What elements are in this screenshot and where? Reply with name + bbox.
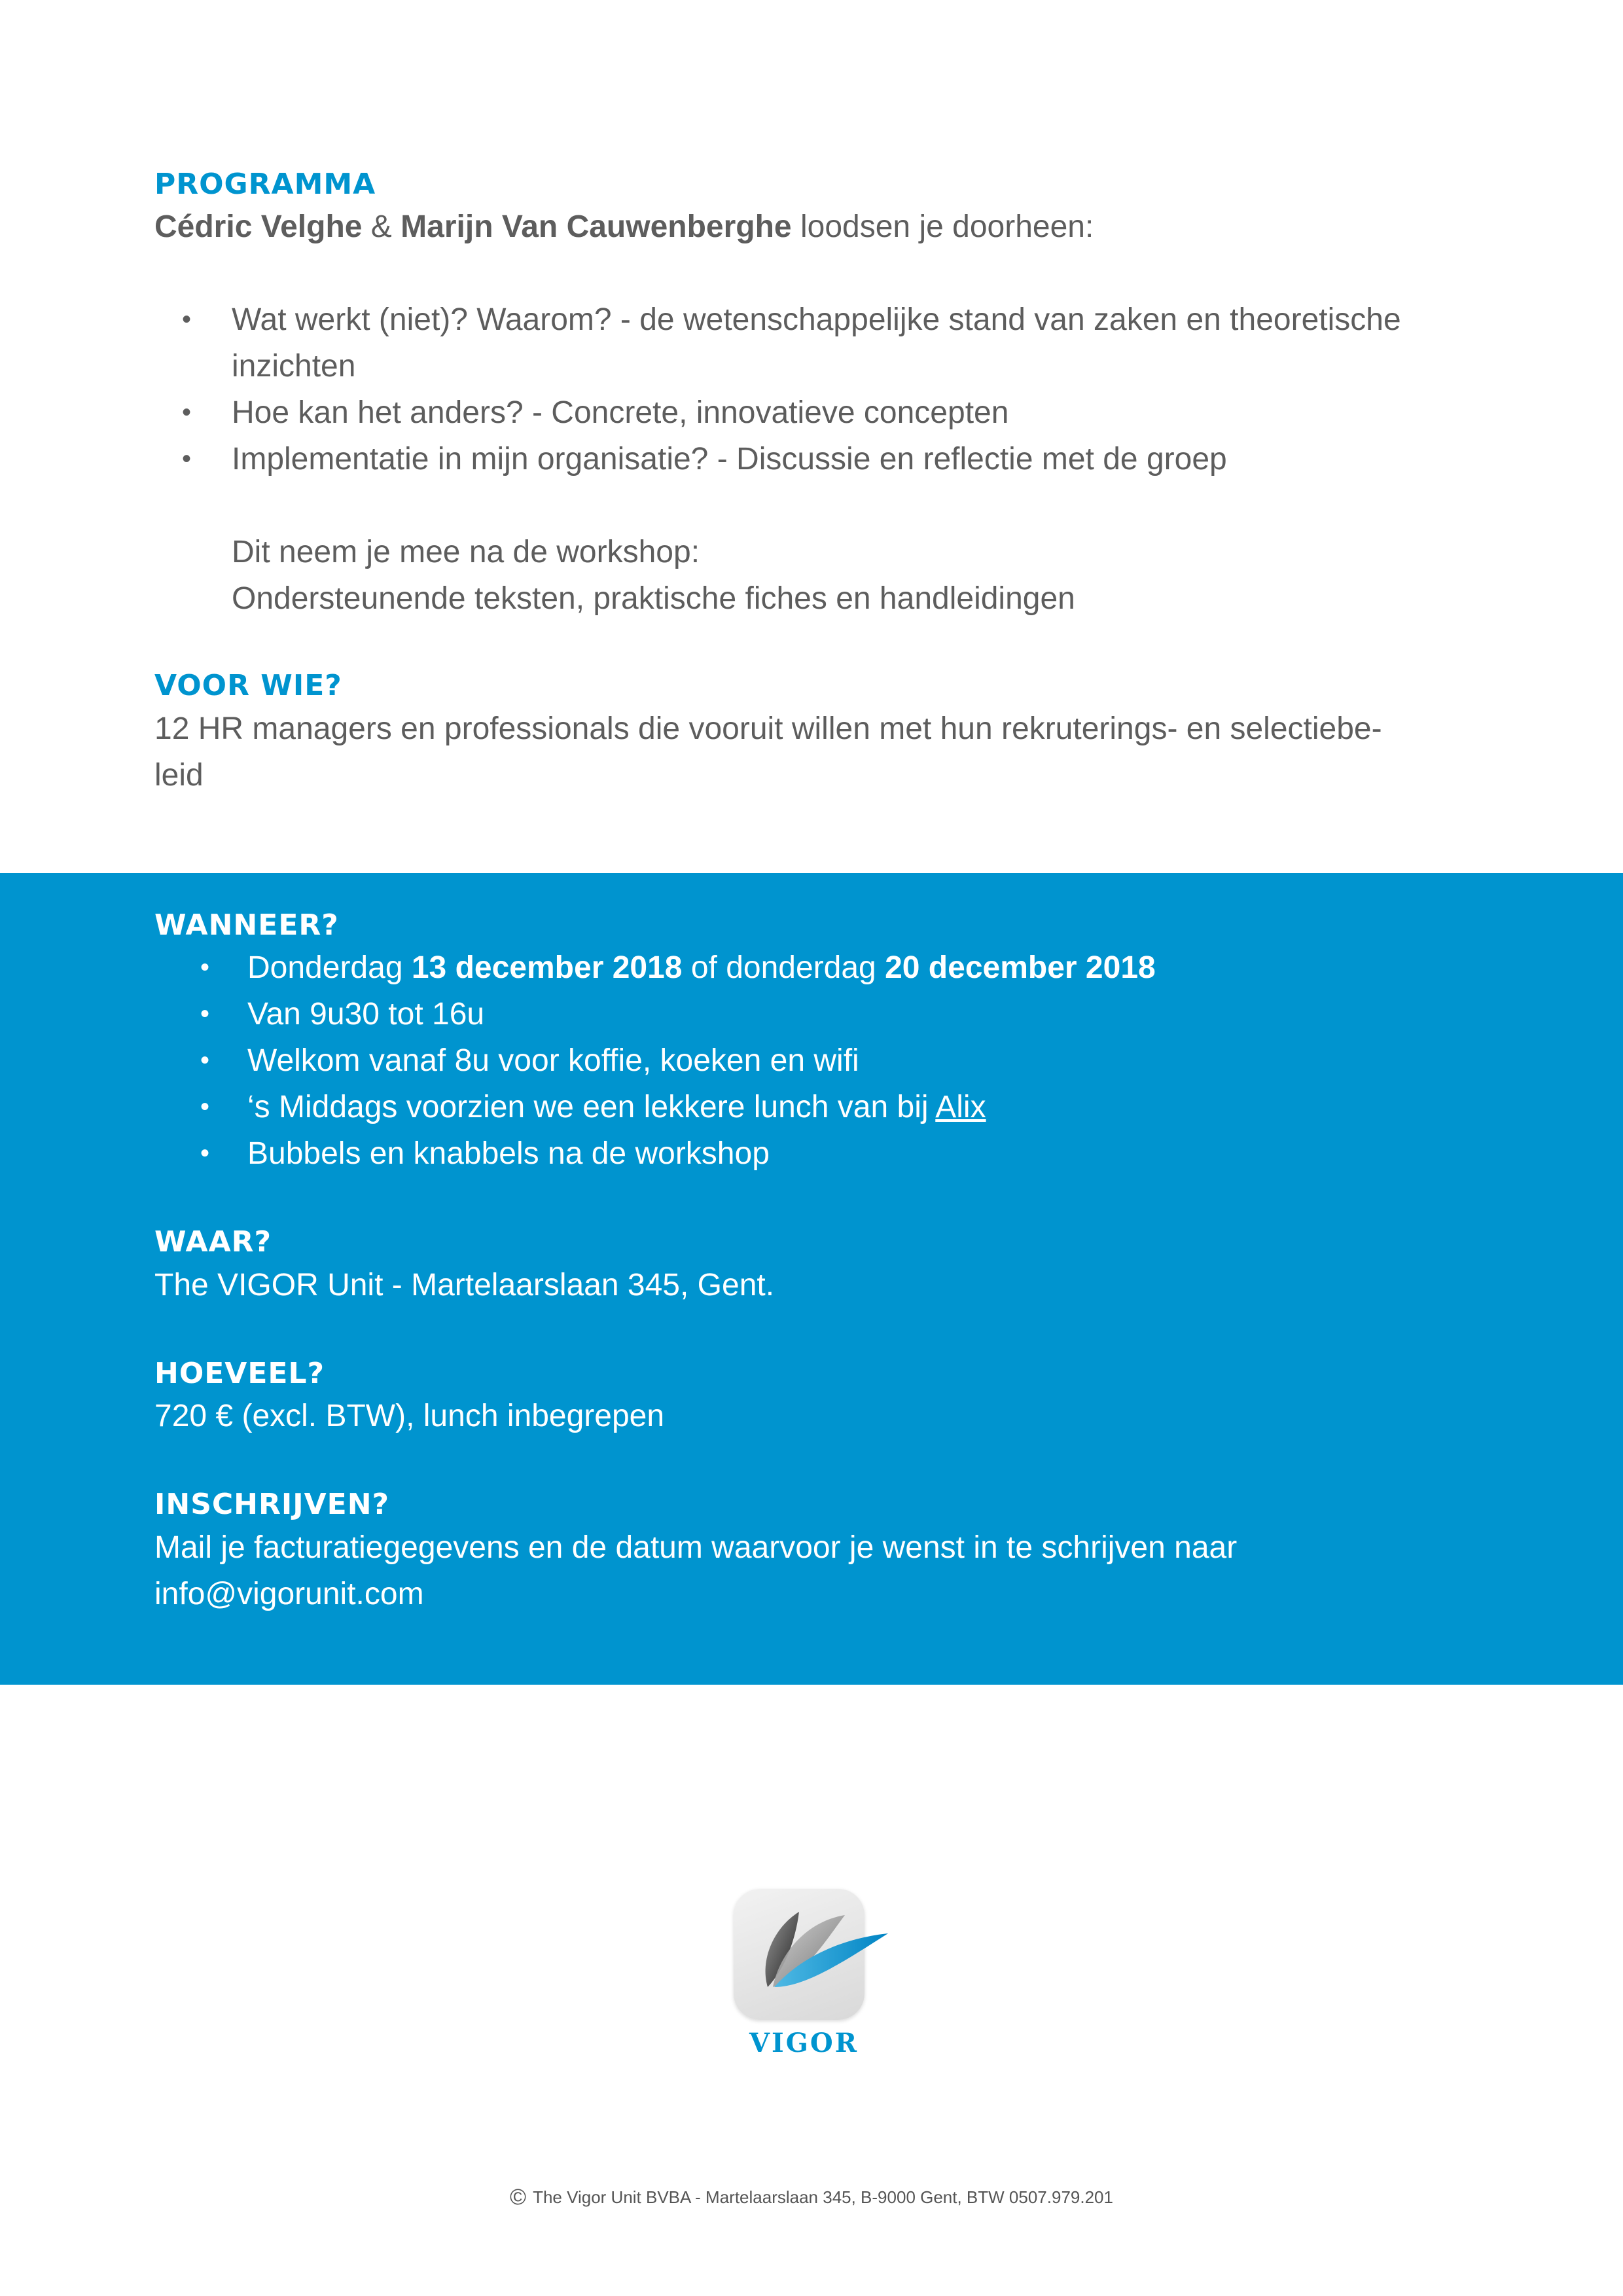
list-item: • Van 9u30 tot 16u xyxy=(154,991,1483,1037)
intro-ampersand: & xyxy=(362,209,401,245)
intro-rest: loodsen je doorheen: xyxy=(791,209,1094,245)
list-item: • ‘s Middags voorzien we een lekkere lunch van bij Alix xyxy=(154,1084,1483,1130)
list-item: • Welkom vanaf 8u voor koffie, koeken en wifi xyxy=(154,1037,1483,1084)
speaker-1: Cédric Velghe xyxy=(154,209,363,245)
voor-wie-text: 12 HR managers en professionals die vooruit willen met hun rekruterings- en selectiebe- leid xyxy=(154,711,1382,793)
list-item: • Donderdag 13 december 2018 of donderdag 20 december 2018 xyxy=(154,944,1483,991)
inschrijven-heading: INSCHRIJVEN? xyxy=(154,1488,390,1522)
vigor-logo xyxy=(734,1889,905,2058)
waar-heading: WAAR? xyxy=(154,1225,272,1259)
bullet-icon: • xyxy=(182,398,192,427)
speaker-2: Marijn Van Cauwenberghe xyxy=(401,209,792,245)
wanneer-list xyxy=(154,944,1483,1177)
leaf-icon xyxy=(734,1889,905,2020)
bullet-icon: • xyxy=(200,953,210,982)
bullet-icon: • xyxy=(200,1092,210,1122)
hoeveel-text: 720 € (excl. BTW), lunch inbegrepen xyxy=(154,1399,665,1434)
takeaway-text: Ondersteunende teksten, praktische fiches en handleidingen xyxy=(232,581,1075,617)
bullet-icon: • xyxy=(182,305,192,334)
alix-link[interactable]: Alix xyxy=(935,1090,986,1125)
list-item: • Bubbels en knabbels na de workshop xyxy=(154,1130,1483,1177)
list-item: • Hoe kan het anders? - Concrete, innovatieve concepten xyxy=(154,389,1483,436)
date-2: 20 december 2018 xyxy=(885,950,1156,986)
vigor-wordmark: VIGOR xyxy=(749,2028,859,2058)
footer-text: The Vigor Unit BVBA - Martelaarslaan 345, B-9000 Gent, BTW 0507.979.201 xyxy=(533,2187,1113,2207)
list-item: • Wat werkt (niet)? Waarom? - de wetenschappelijke stand van zaken en theoretische inzichten xyxy=(154,296,1483,389)
email-link[interactable]: info@vigorunit.com xyxy=(154,1576,424,1611)
programma-section xyxy=(154,165,1483,798)
inschrijven-text: Mail je facturatiegegevens en de datum waarvoor je wenst in te schrijven naar xyxy=(154,1530,1238,1565)
waar-text: The VIGOR Unit - Martelaarslaan 345, Gent. xyxy=(154,1267,775,1302)
info-band xyxy=(0,873,1623,1685)
bullet-icon: • xyxy=(200,999,210,1029)
takeaway-label: Dit neem je mee na de workshop: xyxy=(232,535,700,570)
copyright-icon: © xyxy=(510,2185,527,2210)
programma-heading: PROGRAMMA xyxy=(154,168,376,201)
hoeveel-heading: HOEVEEL? xyxy=(154,1356,325,1390)
bullet-icon: • xyxy=(200,1139,210,1168)
list-item: • Implementatie in mijn organisatie? - Discussie en reflectie met de groep xyxy=(154,436,1483,482)
bullet-icon: • xyxy=(200,1046,210,1075)
logo-tile xyxy=(734,1889,865,2020)
programma-list xyxy=(154,296,1483,482)
footer xyxy=(0,2185,1623,2210)
voor-wie-heading: VOOR WIE? xyxy=(154,669,342,703)
programma-intro xyxy=(154,204,1483,250)
date-1: 13 december 2018 xyxy=(411,950,683,986)
wanneer-heading: WANNEER? xyxy=(154,908,339,942)
bullet-icon: • xyxy=(182,444,192,474)
